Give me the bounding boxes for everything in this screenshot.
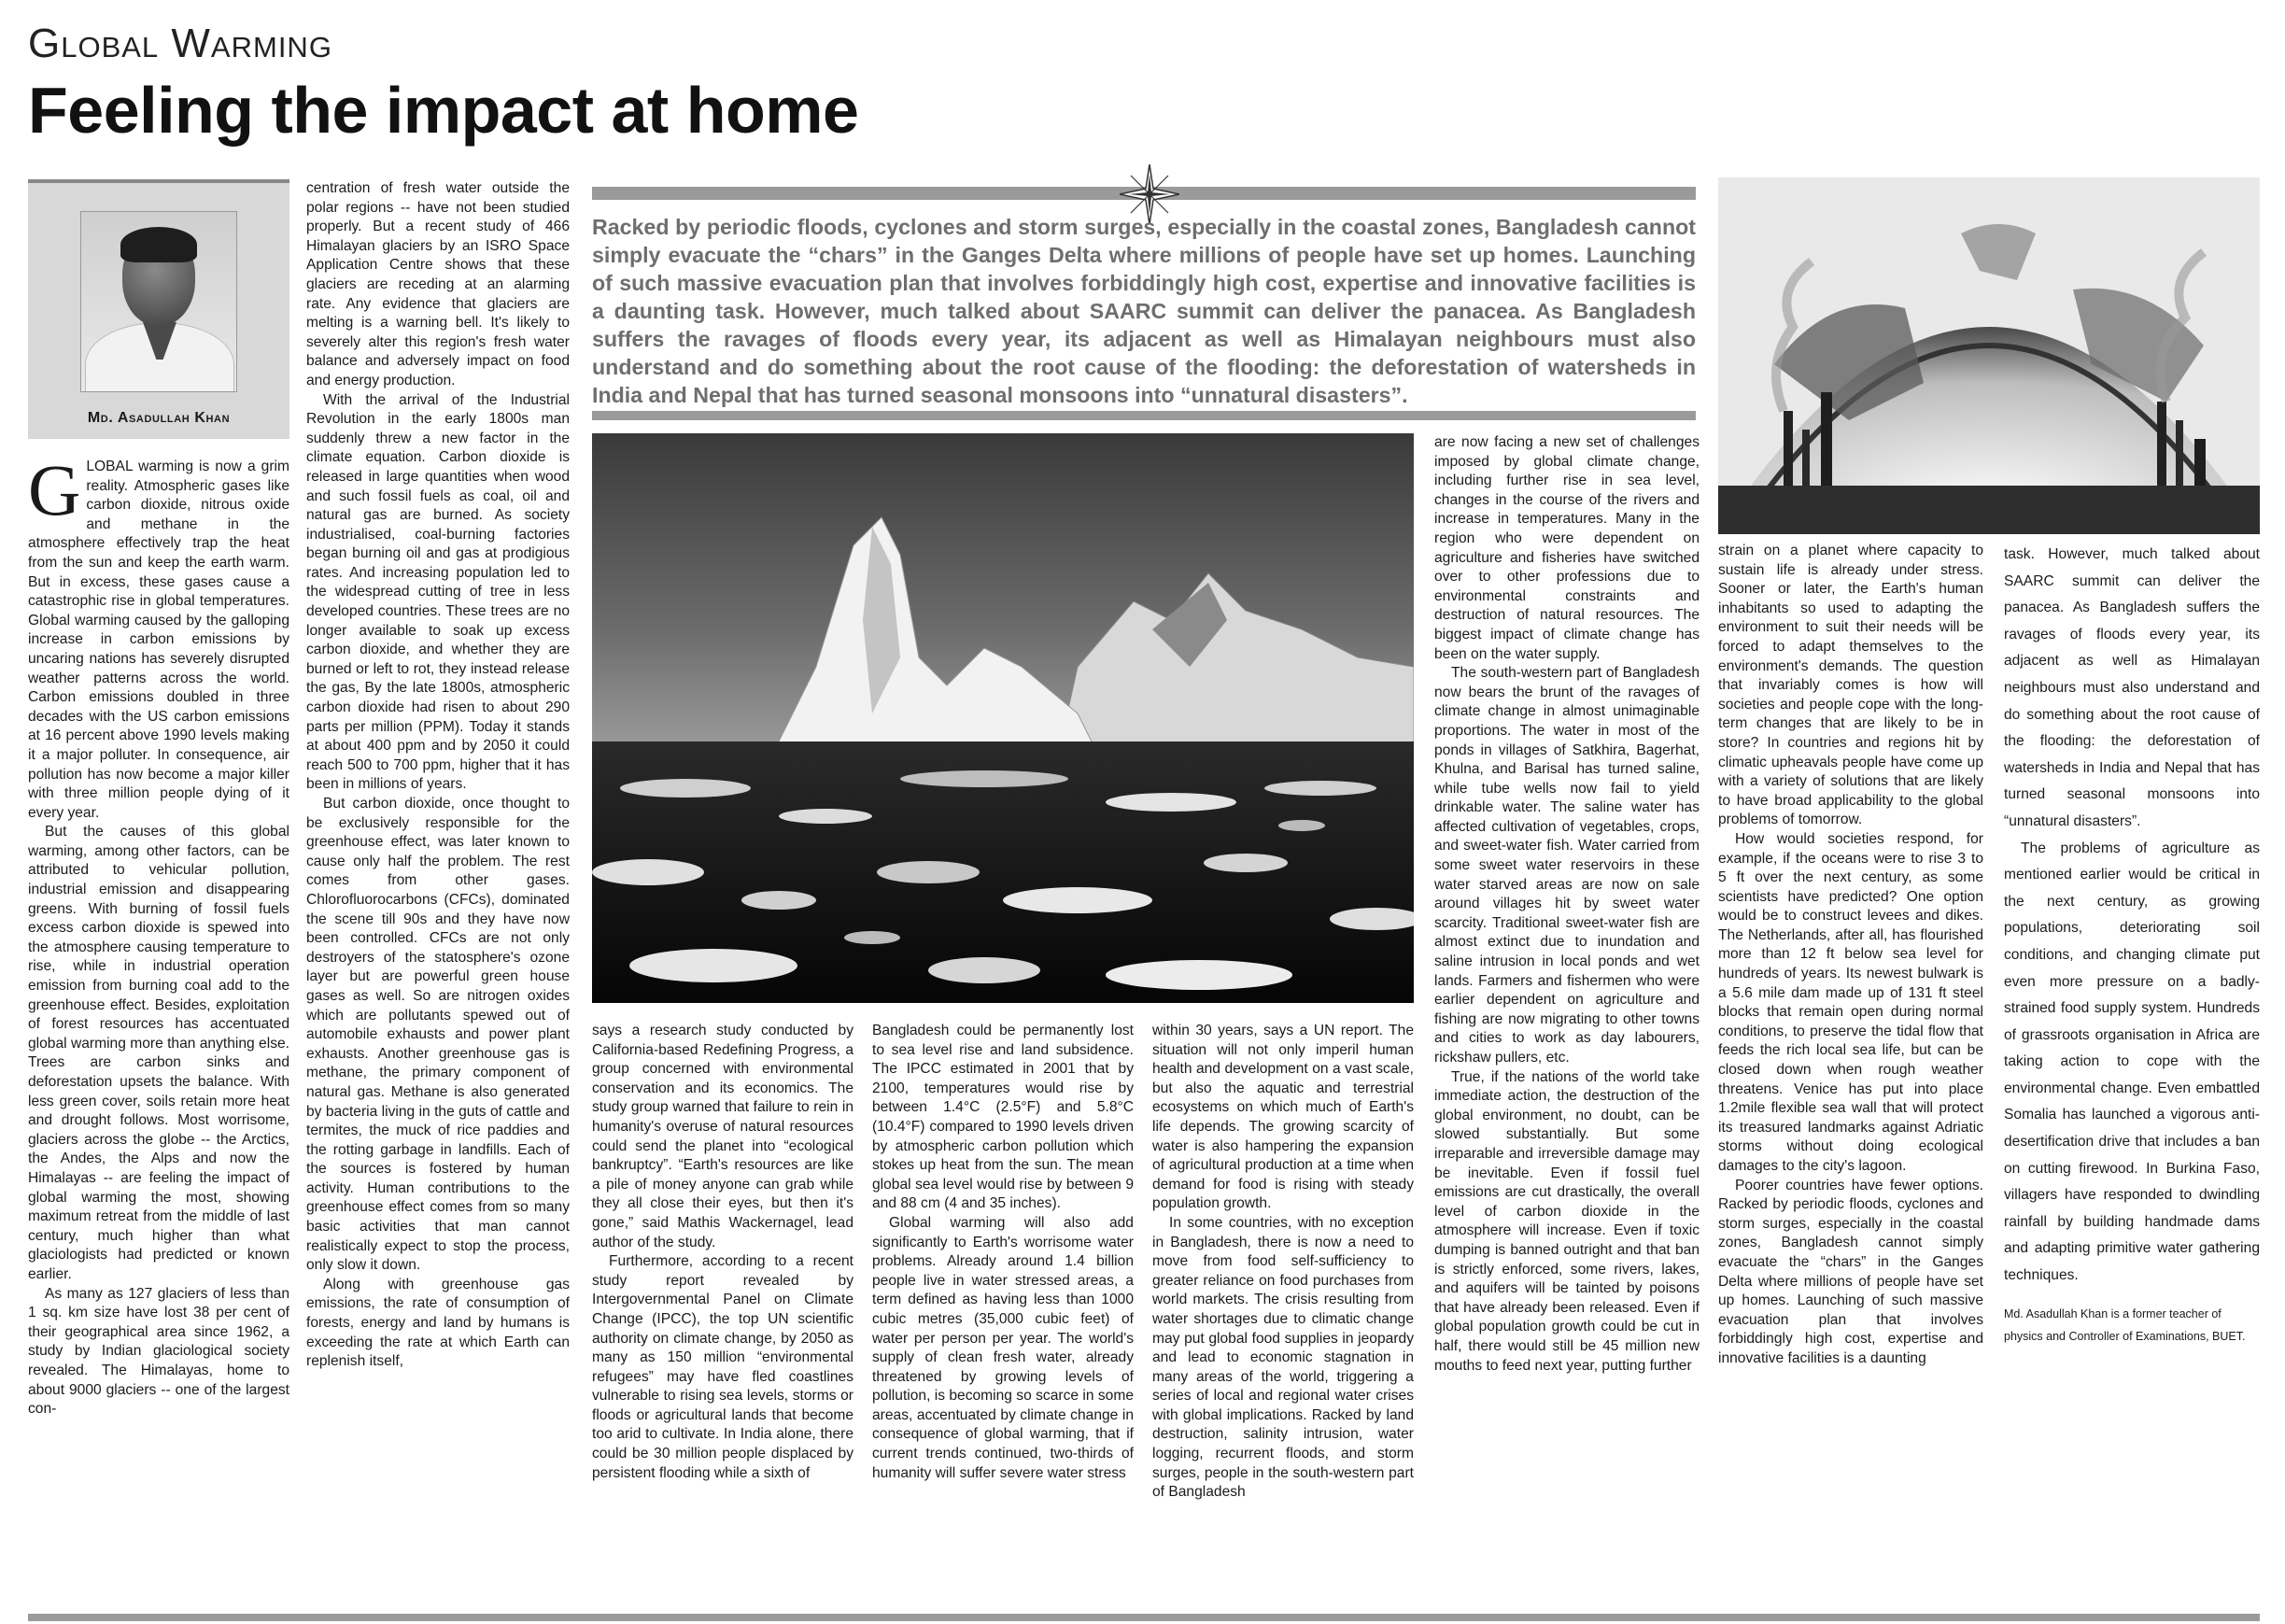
paragraph: Bangladesh could be permanently lost to sea level rise and land subsidence. The IPCC estimated in 2001 that by 2100, temperatures would rise by between 1.4°C (2.5°F) and 5.8°C (10.4°F) compared to 1990 levels driven by atmospheric carbon pollution which stokes up heat from the sun. The mean global sea level would rise by between 9 and 88 cm (4 and 35 inches). [872,1023,1134,1212]
paragraph: Along with greenhouse gas emissions, the rate of consumption of forests, energy and land by humans is exceeding the rate at which Earth can replenish itself, [306,1276,570,1370]
paragraph [28,449,289,823]
paragraph: Poorer countries have fewer options. Racked by periodic floods, cyclones and storm surges, especially in the coastal zones, Bangladesh cannot simply evacuate the “chars” in the Ganges Delta where millions of people have set up homes. Launching of such massive evacuation plan that involves forbiddingly high cost, expertise and innovative facilities is a daunting [1718,1177,1983,1366]
paragraph: But the causes of this global warming, among other factors, can be attributed to vehicular pollution, industrial emission and disappearing greens. With burning of fossil fuels excess carbon dioxide is spewed into the atmosphere causing temperature to rise, while in industrial operation emission from burning coal add to the greenhouse effect. Besides, exploitation of forest resources has accentuated global warming more than anything else. Trees are carbon sinks and deforestation upsets the balance. With less green cover, soils retain more heat and drought follows. Most worrisome, glaciers across the globe -- the Arctics, the Andes, the Alps and now the Himalayas -- are feeling the impact of global warming the most, showing maximum retreat from the middle of last century, much higher than what glaciologists had predicted or known earlier. [28,824,289,1282]
article-column-5 [1152,1022,1414,1503]
article-column-4 [872,1022,1134,1483]
article-column-2 [306,179,570,1372]
article-column-7 [1718,542,1983,1369]
footer-rule [28,1614,2260,1621]
author-credit: Md. Asadullah Khan is a former teacher of physics and Controller of Examinations, BUET. [2004,1306,2246,1343]
paragraph: within 30 years, says a UN report. The situation will not only imperil human health and development on a vast scale, but also the aquatic and terrestrial ecosystems on which much of Earth's life depends. The growing scarcity of water is also hampering the expansion of agricultural production at a time when demand for food is rising with steady population growth. [1152,1023,1414,1212]
paragraph: says a research study conducted by California-based Redefining Progress, a group concerned with environmental conservation and its economics. The study group warned that failure to rein in humanity's overuse of natural resources could send the planet into “ecological bankruptcy”. “Earth's resources are like a pile of money anyone can grab while they all close their eyes, but then it's gone,” said Mathis Wackernagel, lead author of the study. [592,1023,853,1250]
iceberg-illustration [592,433,1414,1003]
section-kicker: Global Warming [28,21,332,66]
headline: Feeling the impact at home [28,74,859,147]
article-column-3 [592,1022,853,1483]
article-column-1 [28,449,289,1419]
article-column-8 [2004,542,2260,1348]
author-box [28,179,289,439]
paragraph: strain on a planet where capacity to sustain life is already under stress. Sooner or later, the Earth's human inhabitants so used to adapting the environment to suit their needs will be forced to adapt themselves to the environment's demands. The question that invariably comes is how will societies and people cope with the long-term changes that are likely to be in store? In countries and regions hit by climatic upheavals people have come up with a variety of solutions that are likely to have broad applicability to the global problems of tomorrow. [1718,543,1983,828]
globe-smokestacks-photo [1718,177,2260,534]
paragraph: The south-western part of Bangladesh now bears the brunt of the ravages of climate change in almost unimaginable proportions. The water in most of the ponds in villages of Satkhira, Bagerhat, Khulna, and Barisal has turned saline, while tube wells now fail to yield drinkable water. The saline water has affected cultivation of vegetables, crops, and sweet-water fish. Water carried from some sweet water reservoirs in these water starved areas are now on sale around villages hit by sweet water scarcity. Traditional sweet-water fish are almost extinct due to inundation and saline intrusion in local ponds and wet lands. Farmers and fishermen who were earlier dependent on agriculture and fishing are now migrating to other towns and cities to work as day labourers, rickshaw pullers, etc. [1434,665,1700,1066]
paragraph: But carbon dioxide, once thought to be exclusively responsible for the greenhouse effect, was later known to cause only half the problem. The rest comes from other gases. Chlorofluorocarbons (CFCs), dominated the scene till 90s and they have now been controlled. CFCs are not only destroyers of the statosphere's ozone layer but are powerful green house gases as well. So are nitrogen oxides which are pollutants spewed out of automobile exhausts and power plant exhausts. Another greenhouse gas is methane, the primary component of natural gas. Methane is also generated by bacteria living in the guts of cattle and termites, the muck of rice paddies and the rotting garbage in landfills. Each of the sources is fostered by human activity. Human contributions to the greenhouse effect comes from so many basic activities that man cannot realistically expect to stop the process, only slow it down. [306,796,570,1274]
paragraph: With the arrival of the Industrial Revolution in the early 1800s man suddenly threw a new factor in the climate equation. Carbon dioxide is released in large quantities when wood and such fossil fuels as coal, oil and natural gas are burned. As society industrialised, coal-burning factories began burning oil and gas at prodigious rates. And increasing population led to the widespread cutting of tree in less developed countries. These trees are no longer available to soak up excess carbon dioxide, and whether they are burned or left to rot, they instead release the gas, By the late 1800s, atmospheric carbon dioxide had risen to about 290 parts per million (PPM). Today it stands at about 400 ppm and by 2050 it could reach 500 to 700 ppm, higher that it has been in millions of years. [306,391,570,793]
paragraph-text: LOBAL warming is now a grim reality. Atmospheric gases like carbon dioxide, nitrous oxide and methane in the atmosphere effectively trap the heat from the sun and keep the earth warm. But in excess, these gases cause a catastrophic rise in global temperatures. Global warming caused by the galloping increase in carbon emissions by uncaring nations has severely disrupted weather patterns across the world. Carbon emissions doubled in three decades with the US carbon emissions at 16 percent above 1990 levels making it a major polluter. In consequence, air pollution has now become a major killer with three million people dying of it every year. [28,459,289,821]
pull-quote: Racked by periodic floods, cyclones and storm surges, especially in the coastal zones, Bangladesh cannot simply evacuate the “chars” in the Ganges Delta where millions of people have set up homes. Launching of such massive evacuation plan that involves forbiddingly high cost, expertise and innovative facilities is a daunting task. However, much talked about SAARC summit can deliver the panacea. As Bangladesh suffers the ravages of floods every year, its adjacent as well as Himalayan neighbours must also understand and do something about the root cause of the flooding: the deforestation of watersheds in India and Nepal that has turned seasonal monsoons into “unnatural disasters”. [592,215,1696,407]
globe-illustration [1718,177,2260,534]
pullquote-bottom-rule [592,411,1696,420]
paragraph: As many as 127 glaciers of less than 1 sq. km size have lost 38 per cent of their geographical area since 1962, a study by Indian glaciological society revealed. The Himalayas, home to about 9000 glaciers -- one of the largest con- [28,1285,289,1418]
paragraph: True, if the nations of the world take immediate action, the destruction of the global environment, no doubt, can be slowed substantially. But some irreparable and irreversible damage may be inevitable. Even if fossil fuel emissions are cut drastically, the overall level of carbon dioxide in the atmosphere will increase. Even if toxic dumping is banned outright and that ban is strictly enforced, some rivers, lakes, and aquifers will be tainted by poisons that have already been released. Even if global population growth could be cut in half, there would still be 45 million new mouths to feed next year, putting further [1434,1068,1700,1374]
iceberg-photo [592,433,1414,1003]
paragraph: In some countries, with no exception in Bangladesh, there is now a need to move from food self-sufficiency to greater reliance on food purchases from world markets. The crisis resulting from water shortages due to climatic change may put global food supplies in jeopardy and lead to economic stagnation in many areas of the world, triggering a series of local and regional water crises with global implications. Racked by land destruction, salinity intrusion, water logging, recurrent floods, and storm surges, people in the south-western part of Bangladesh [1152,1214,1414,1501]
paragraph: task. However, much talked about SAARC summit can deliver the panacea. As Bangladesh suffers the ravages of floods every year, its adjacent as well as Himalayan neighbours must also understand and do something about the root cause of the flooding: the deforestation of watersheds in India and Nepal that has turned seasonal monsoons into “unnatural disasters”. [2004,546,2260,829]
paragraph: centration of fresh water outside the polar regions -- have not been studied properly. But a recent study of 466 Himalayan glaciers by an ISRO Space Application Centre shows that these glaciers are receding at an alarming rate. Any evidence that glaciers are melting is a warning bell. It's likely to severely alter this region's fresh water balance and adversely impact on food and energy production. [306,180,570,388]
paragraph: How would societies respond, for example, if the oceans were to rise 3 to 5 ft over the next century, as some scientists have predicted? One option would be to construct levees and dikes. The Netherlands, after all, has flourished more than 12 ft below sea level for hundreds of years. Its newest bulwark is a 5.6 mile dam made up of 131 ft steel blocks that remain open during normal conditions, to preserve the tidal flow that feeds the rich local sea life, but can be closed down when rough weather threatens. Venice has put into place 1.2mile flexible sea wall that will protect its treasured landmarks against Adriatic storms without doing ecological damages to the city's lagoon. [1718,830,1983,1174]
paragraph: are now facing a new set of challenges imposed by global climate change, including further rise in sea level, changes in the course of the rivers and increase in temperatures. Many in the region who were dependent on agriculture and fisheries have switched over to other professions due to environmental constraints and destruction of natural resources. The biggest impact of climate change has been on the water supply. [1434,434,1700,662]
author-hair [120,227,197,262]
paragraph: Global warming will also add significantly to Earth's worrisome water problems. Already around 1.4 billion people live in water stressed areas, a term defined as having less than 1000 cubic metres (35,000 cubic feet) of water per person per year. The world's supply of clean fresh water, already threatened by growing levels of pollution, is becoming so scarce in some areas, accentuated by climate change in consequence of global warming, that if current trends continued, two-thirds of humanity will suffer severe water stress [872,1214,1134,1481]
paragraph: The problems of agriculture as mentioned earlier would be critical in the next century, as growing populations, deteriorating soil conditions, and changing climate put even more pressure on a badly-strained food supply system. Hundreds of grassroots organisation in Africa are taking action to cope with the environmental change. Even embattled Somalia has launched a vigorous anti-desertification drive that includes a ban on cutting firewood. In Burkina Faso, villagers have responded to dwindling rainfall by building handmade dams and adapting primitive water gathering techniques. [2004,840,2260,1284]
author-photo [80,211,237,392]
author-name: Md. Asadullah Khan [87,410,231,426]
paragraph: Furthermore, according to a recent study report revealed by Intergovernmental Panel on Climate Change (IPCC), the top UN scientific authority on climate change, by 2050 as many as 150 million “environmental refugees” may have fled coastlines vulnerable to rising sea levels, storms or floods or agricultural lands that become too arid to cultivate. In India alone, there could be 30 million people displaced by persistent flooding while a sixth of [592,1253,853,1481]
article-column-6 [1434,433,1700,1376]
drop-cap: G [28,449,81,530]
